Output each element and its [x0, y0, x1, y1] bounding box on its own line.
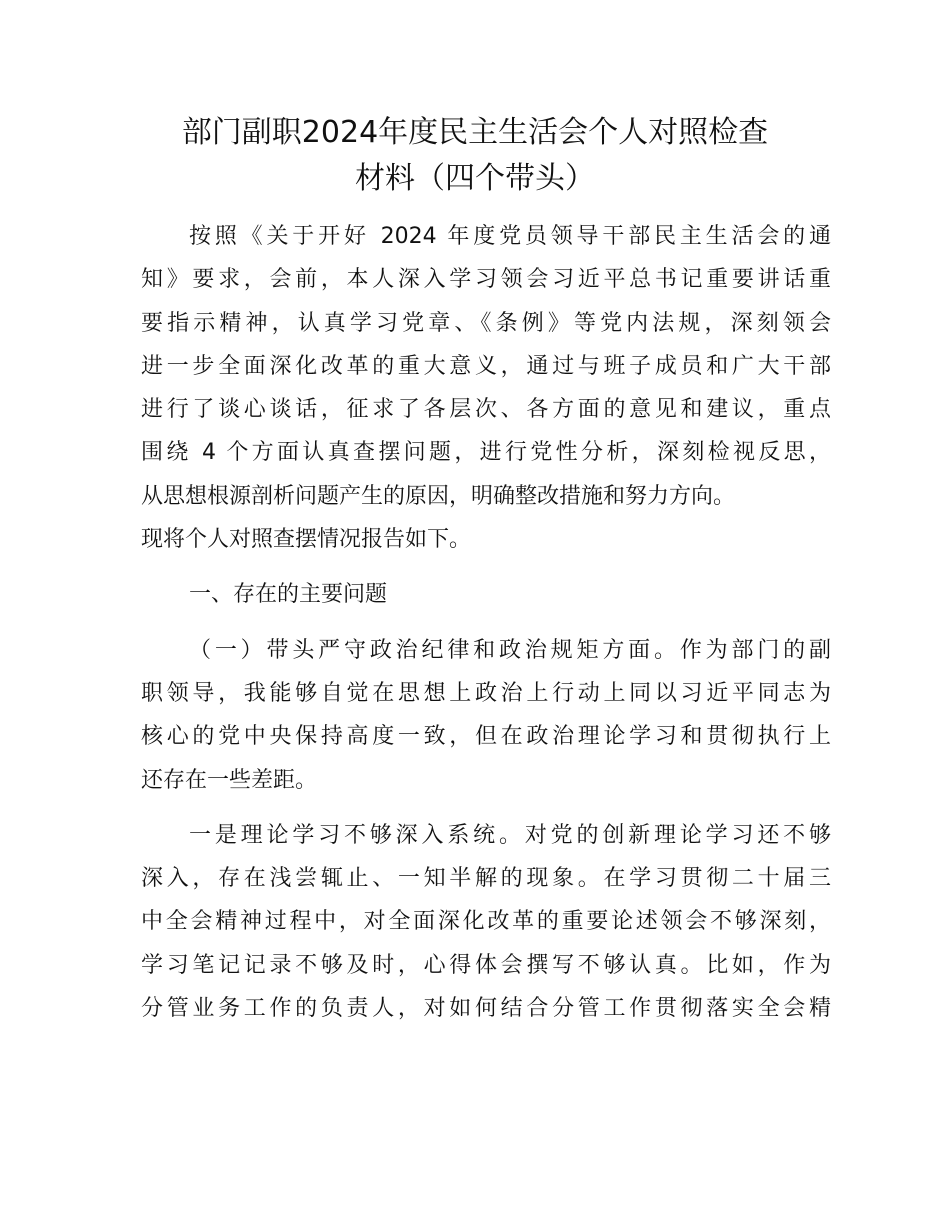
text-line: 深入，存在浅尝辄止、一知半解的现象。在学习贯彻二十届三	[141, 866, 831, 892]
section-heading-text: 一、存在的主要问题	[189, 582, 388, 608]
paragraph-theory-study	[141, 814, 831, 1030]
text-line: 学习笔记记录不够及时，心得体会撰写不够认真。比如，作为	[141, 952, 831, 978]
text-line: 一是理论学习不够深入系统。对党的创新理论学习还不够	[189, 822, 831, 848]
text-line: 从思想根源剖析问题产生的原因，明确整改措施和努力方向。	[141, 483, 736, 509]
text-line: 进一步全面深化改革的重大意义，通过与班子成员和广大干部	[141, 353, 831, 379]
text-line: 分管业务工作的负责人，对如何结合分管工作贯彻落实全会精	[141, 996, 831, 1022]
paragraph-intro	[141, 215, 831, 561]
text-line: 进行了谈心谈话，征求了各层次、各方面的意见和建议，重点	[141, 397, 831, 423]
text-line: 要指示精神，认真学习党章、《条例》等党内法规，深刻领会	[141, 310, 831, 336]
text-line: 围绕 4 个方面认真查摆问题，进行党性分析，深刻检视反思，	[141, 440, 831, 466]
text-line: 职领导，我能够自觉在思想上政治上行动上同以习近平同志为	[141, 680, 831, 706]
title-line: 材料（四个带头）	[355, 161, 595, 196]
text-line: 按照《关于开好 2024 年度党员领导干部民主生活会的通	[189, 224, 831, 249]
text-line: 知》要求，会前，本人深入学习领会习近平总书记重要讲话重	[141, 267, 831, 293]
text-line: 中全会精神过程中，对全面深化改革的重要论述领会不够深刻，	[141, 909, 831, 935]
section-heading	[141, 573, 831, 616]
title-line: 部门副职2024年度民主生活会个人对照检查	[181, 115, 769, 150]
paragraph-political-discipline	[141, 629, 831, 802]
document-body	[141, 215, 831, 1030]
text-line: 核心的党中央保持高度一致，但在政治理论学习和贯彻执行上	[141, 724, 831, 750]
text-line: 还存在一些差距。	[141, 767, 318, 793]
text-line: 现将个人对照查摆情况报告如下。	[141, 527, 472, 553]
document-title	[120, 110, 830, 202]
text-line: （一）带头严守政治纪律和政治规矩方面。作为部门的副	[189, 637, 831, 663]
